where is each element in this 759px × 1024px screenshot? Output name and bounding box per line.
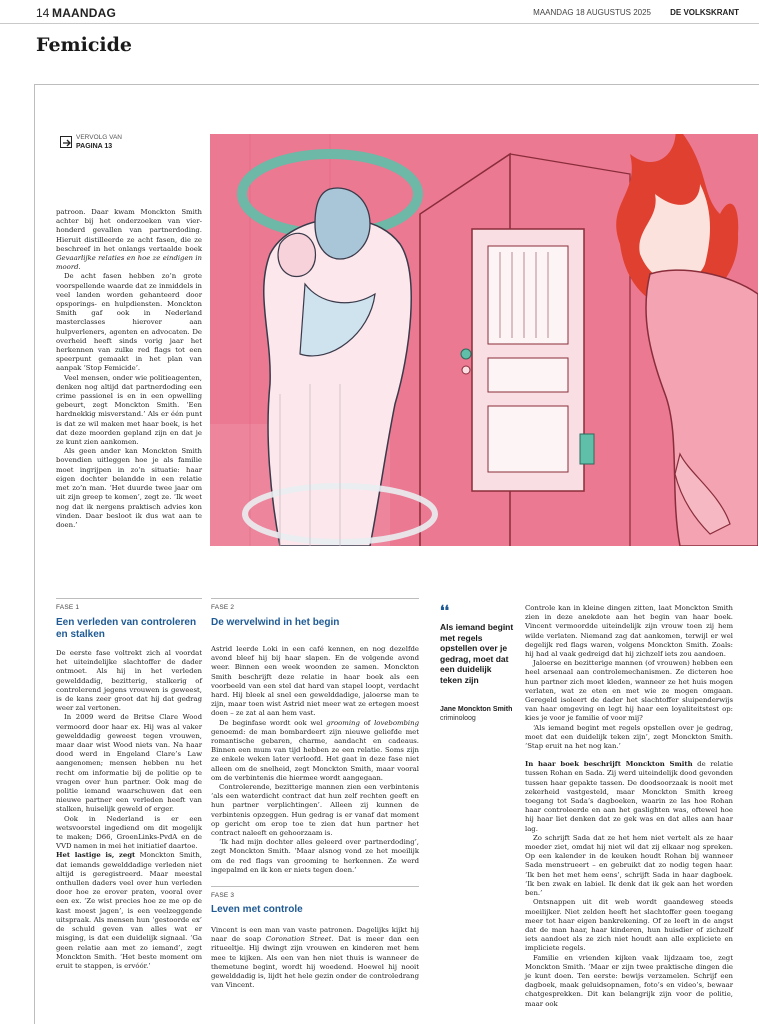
- right-column: Controle kan in kleine dingen zitten, laat Monckton Smith zien in deze anekdote aan het begin van haar boek. Vincent vermoordde uiteindelijk zijn vrouw toen zij hem wilde verlaten. Niemand zag dat aankomen, terwijl er wel degelijk red flags waren, volgens Monckton Smith. Zoals: hij had al vaak gedreigd dat hij zichzelf iets zou aandoen. Jaloerse en bezitterige mannen (of vrouwen) hebben een heel arsenaal aan controlemechanismen. Ze dicteren hoe hun partner zich moet kleden, wanneer ze het huis mogen verlaten, wat ze eten en met wie ze mogen omgaan. Geregeld isoleert de dader het slachtoffer sluipenderwijs van haar omgeving en legt hij haar een loyaliteitstest op: kies je voor je familie of voor mij? ‘Als iemand begint met regels opstellen over je gedrag, moet dat een duidelijk teken zijn’, zegt Monckton Smith. ‘Stap eruit na het nog kan.’ In haar boek beschrijft Monckton Smith de relatie tussen Rohan en Sada. Zij werd uiteindelijk dood gevonden tussen haar gepakte tassen. De doodsoorzaak is nooit met zekerheid vastgesteld, maar Monckton Smith kreeg toegang tot Sada’s dagboeken, waarin ze las hoe Rohan haar controleerde en aan het gaslighten was, oftewel hoe hij haar liet denken dat ze gek was en dat alles aan haar lag. Zo schrijft Sada dat ze het hem niet vertelt als ze haar moeder ziet, omdat hij niet wil dat zij elkaar nog spreken. Op een kalender in de keuken houdt Rohan bij wanneer Sada menstrueert – en gebruikt dat zo nodig tegen haar. ‘Ik ben het met hem eens’, schrijft Sada in haar dagboek. ‘Ik ben zwak en labiel. Ik denk dat ik gek aan het worden ben.’ Ontsnappen uit dit web wordt gaandeweg steeds moeilijker. Niet zelden heeft het slachtoffer geen toegang meer tot haar eigen bankrekening. Of ze leeft in de angst dat de man haar, haar kinderen, hun huisdier of zichzelf iets aandoet als ze zich niet houdt aan alle expliciete en impliciete regels. Familie en vrienden kijken vaak lijdzaam toe, zegt Monckton Smith. ‘Maar er zijn twee praktische dingen die je kunt doen. Ten eerste: bewijs verzamelen. Schrijf een dagboek, maak geluidsopnamen, foto’s en video’s, bewaar chatgesprekken. Dit kan belangrijk zijn voor de politie, maar ook: [525, 604, 733, 1008]
- continued-from-box[interactable]: [60, 134, 200, 158]
- newspaper-name: DE VOLKSKRANT: [670, 8, 739, 17]
- continued-page: PAGINA 13: [76, 143, 113, 150]
- intro-paragraph: patroon. Daar kwam Monckton Smith achter bij het onderzoeken van vier-honderd gevallen van partnerdoding. Hieruit distilleerde ze acht fasen, die ze beschreef in het onlangs vertaalde boek Gevaarlijke relaties en hoe ze eindigen in moord.: [56, 208, 202, 272]
- paragraph-lead: Het lastige is, zegt: [56, 851, 136, 860]
- fase-2-block: [211, 604, 419, 875]
- section-title: Femicide: [36, 34, 133, 56]
- masthead: [0, 0, 759, 24]
- masthead-day: MAANDAG: [52, 6, 117, 20]
- fase-3-block: [211, 892, 419, 990]
- fase-heading: De wervelwind in het begin: [211, 617, 340, 628]
- fase-label: FASE 3: [211, 892, 235, 899]
- fase-heading: Leven met controle: [211, 904, 303, 915]
- arrow-right-icon: [60, 136, 72, 148]
- quote-text: Als iemand begint met regels opstellen over je gedrag, moet dat een duidelijk teken zijn: [440, 622, 514, 685]
- continued-label: VERVOLG VAN: [76, 134, 122, 141]
- paragraph-lead: In haar boek beschrijft Monckton Smith: [525, 760, 693, 769]
- fase-body: Astrid leerde Loki in een café kennen, en nog dezelfde avond bleef hij bij haar slapen. En de volgende avond weer. Binnen een week woonden ze samen. Monckton Smith beschrijft deze relatie in haar boek als een voorbeeld van een stel dat hard van stapel loopt, verdacht hard. Hij bleek al snel een gewelddadige, jaloerse man te zijn, maar toen wist Astrid niet meer wat ze ertegen moest doen – ze zat al aan hem vast. De beginfase wordt ook wel grooming of lovebombing genoemd: de man bombardeert zijn nieuwe geliefde met romantische gebaren, charme, aandacht en cadeaus. Binnen een mum van tijd hebben ze een relatie. Soms zijn ze enkele weken later verloofd. Het gaat in deze fase niet alleen om de snelheid, zegt Monckton Smith, maar vooral om de verbintenis die hiermee wordt aangegaan. Controlerende, bezitterige mannen zien een verbintenis ‘als een waterdicht contract dat hun zelf rechten geeft en hun partner verplichtingen’. Alleen zij kunnen de verbintenis opzeggen. Hun gedrag is er vanaf dat moment op gericht om erop toe te zien dat hun partner het contract naleeft en gehoorzaam is. ‘Ik had mijn dochter alles geleerd over partnerdoding’, zegt Monckton Smith. ‘Maar alsnog vond ze het moeilijk om de red flags van grooming te herkennen. Ze werd ingepalmd en ik kon er niets tegen doen.’: [211, 645, 419, 874]
- divider: [211, 886, 419, 887]
- divider: [211, 598, 419, 599]
- divider: [56, 598, 202, 599]
- fase-body: Vincent is een man van vaste patronen. Dagelijks kijkt hij naar de soap Coronation Street. Dat is meer dan een ritueeltje. Hij dwingt zijn vrouwen en kinderen met hem mee te kijken. Als een van hen niet thuis is wanneer de themetune begint, wordt hij woedend. Hoewel hij nooit gewelddadig is, lijdt het hele gezin onder de controledrang van Vincent.: [211, 926, 419, 990]
- intro-paragraph: Als geen ander kan Monckton Smith bovendien uitleggen hoe je als familie moet ingrijpen in zo’n situatie: haar eigen dochter belandde in een relatie met zo’n man. ‘Het duurde twee jaar om uit zijn greep te komen’, zegt ze. ‘Ik weet nog dat ik nergens praktisch advies kon vinden. Daar besloot ik dus wat aan te doen.’: [56, 447, 202, 529]
- masthead-date: MAANDAG 18 AUGUSTUS 2025: [533, 8, 651, 17]
- book-title: Gevaarlijke relaties en hoe ze eindigen in moord.: [56, 254, 202, 272]
- pull-quote: [440, 604, 514, 723]
- intro-column: [56, 208, 202, 530]
- intro-paragraph: De acht fasen hebben zo’n grote voorspellende waarde dat ze inmiddels in veel landen worden gehanteerd door opsporings- en hulpdiensten. Monckton Smith gaf ook in Nederland masterclasses hierover aan hulpverleners, agenten en advocaten. De overheid heeft sinds vorig jaar het herkennen van zulke red flags tot een speerpunt gemaakt in het plan van aanpak ‘Stop Femicide’.: [56, 272, 202, 373]
- fase-heading: Een verleden van controleren en stalken: [56, 617, 197, 640]
- quote-role: criminoloog: [440, 715, 476, 722]
- quote-author: Jane Monckton Smith: [440, 706, 513, 713]
- fase-label: FASE 1: [56, 604, 80, 611]
- intro-paragraph: Veel mensen, onder wie politieagenten, denken nog altijd dat partnerdoding een crime passionel is en in een opwelling gebeurt, zegt Monckton Smith. ‘Een hardnekkig misverstand.’ Als er één punt is dat ze wil maken met haar boek, is het dat deze moorden gepland zijn en dat je ze kunt zien aankomen.: [56, 373, 202, 447]
- quote-mark-icon: ❛❛: [440, 603, 450, 619]
- page-number: 14: [36, 6, 50, 20]
- fase-1-block: [56, 604, 202, 971]
- fase-label: FASE 2: [211, 604, 235, 611]
- fase-body: De eerste fase voltrekt zich al voordat het uiteindelijke slachtoffer de dader ontmoet. Als hij in het verleden gewelddadig, bezitterig, stalkerig of controlerend jegens vrouwen is geweest, is de kans zeer groot dat hij dat gedrag weer zal vertonen. In 2009 werd de Britse Clare Wood vermoord door haar ex. Hij was al vaker gewelddadig geweest tegen vrouwen, maar daar wist Wood niets van. Na haar dood werd in Engeland Clare’s Law aangenomen; mensen hebben nu het recht om informatie bij de politie op te vragen over hun partner. Ook mag de politie iemand waarschuwen dat een nieuwe partner een verleden heeft van stalken, huiselijk geweld of erger. Ook in Nederland is er een wetsvoorstel ingediend om dit mogelijk te maken; D66, GroenLinks-PvdA en de VVD namen in mei het initiatief daartoe. Het lastige is, zegt Monckton Smith, dat iemands gewelddadige verleden niet altijd is geregistreerd. Maar meestal onthullen daders veel over hun verleden door hoe ze erover praten, vooral over een ex. ‘Ze wist precies hoe ze me op de kast moest jagen’, is een veelzeggende uitspraak. Als mensen hun ‘gestoorde ex’ de schuld geven van alles wat er misging, is dat een duidelijk signaal. ‘Ga geen relatie aan met zo iemand’, zegt Monckton Smith. ‘Het beste moment om eruit te stappen, is ervóór.’: [56, 649, 202, 970]
- hero-illustration: [210, 134, 758, 546]
